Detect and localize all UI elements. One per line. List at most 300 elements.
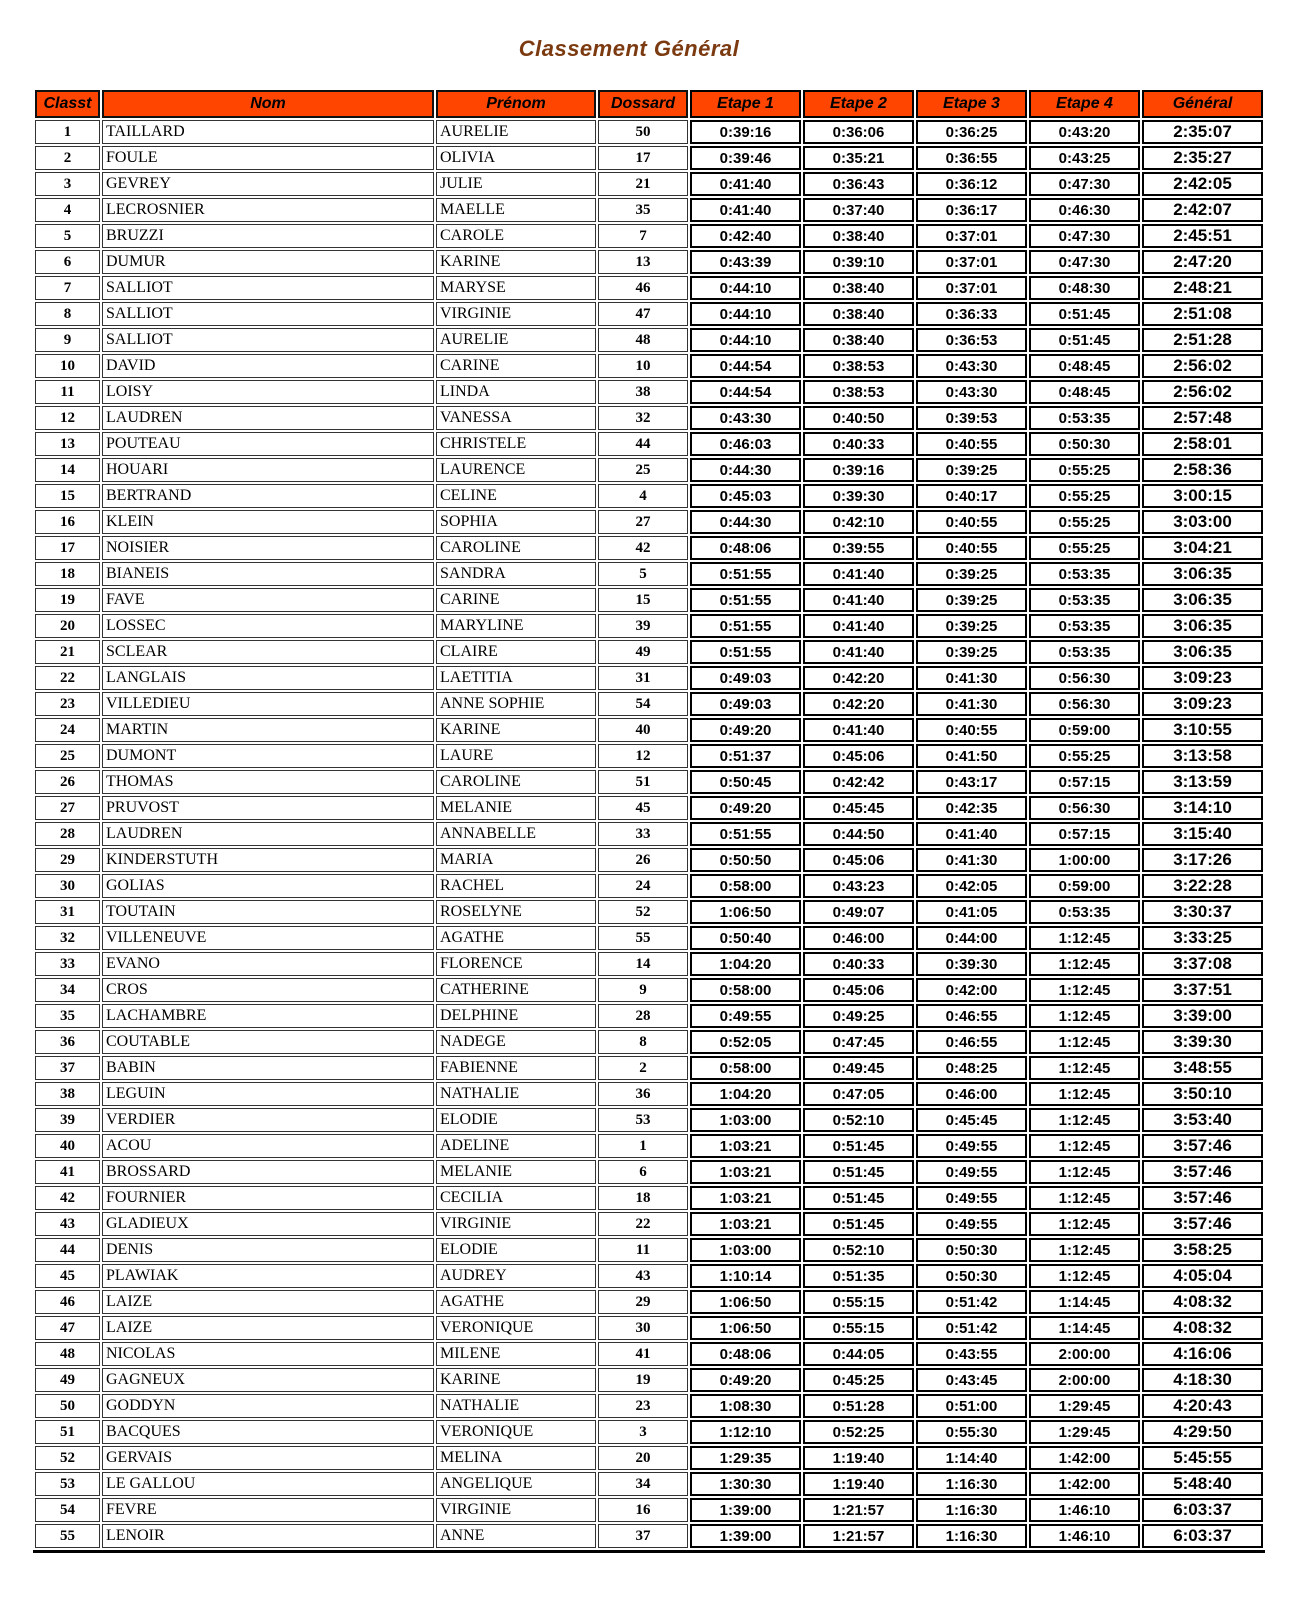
cell-etape1: 0:51:55 bbox=[690, 588, 801, 612]
cell-nom: VILLENEUVE bbox=[102, 926, 434, 950]
cell-classt: 28 bbox=[35, 822, 100, 846]
cell-dossard: 53 bbox=[598, 1108, 688, 1132]
cell-nom: GODDYN bbox=[102, 1394, 434, 1418]
cell-etape1: 0:43:39 bbox=[690, 250, 801, 274]
cell-nom: COUTABLE bbox=[102, 1030, 434, 1054]
cell-prenom: CLAIRE bbox=[436, 640, 596, 664]
table-row bbox=[35, 172, 1263, 196]
cell-etape1: 0:45:03 bbox=[690, 484, 801, 508]
table-row bbox=[35, 198, 1263, 222]
cell-etape2: 0:51:45 bbox=[803, 1134, 914, 1158]
cell-etape1: 0:44:10 bbox=[690, 328, 801, 352]
cell-general: 3:13:59 bbox=[1142, 770, 1263, 794]
cell-nom: SALLIOT bbox=[102, 328, 434, 352]
cell-etape1: 0:58:00 bbox=[690, 978, 801, 1002]
cell-classt: 52 bbox=[35, 1446, 100, 1470]
cell-classt: 45 bbox=[35, 1264, 100, 1288]
table-row bbox=[35, 1446, 1263, 1470]
cell-dossard: 10 bbox=[598, 354, 688, 378]
cell-general: 2:51:08 bbox=[1142, 302, 1263, 326]
cell-etape3: 0:37:01 bbox=[916, 250, 1027, 274]
cell-etape2: 0:55:15 bbox=[803, 1290, 914, 1314]
cell-general: 3:06:35 bbox=[1142, 588, 1263, 612]
cell-general: 2:45:51 bbox=[1142, 224, 1263, 248]
cell-etape2: 0:44:05 bbox=[803, 1342, 914, 1366]
cell-prenom: FLORENCE bbox=[436, 952, 596, 976]
cell-general: 3:50:10 bbox=[1142, 1082, 1263, 1106]
cell-dossard: 8 bbox=[598, 1030, 688, 1054]
table-row bbox=[35, 1108, 1263, 1132]
cell-prenom: OLIVIA bbox=[436, 146, 596, 170]
cell-nom: EVANO bbox=[102, 952, 434, 976]
cell-dossard: 32 bbox=[598, 406, 688, 430]
cell-classt: 48 bbox=[35, 1342, 100, 1366]
cell-etape3: 0:39:25 bbox=[916, 588, 1027, 612]
cell-etape4: 0:55:25 bbox=[1029, 458, 1140, 482]
cell-etape4: 1:00:00 bbox=[1029, 848, 1140, 872]
cell-etape4: 1:12:45 bbox=[1029, 1160, 1140, 1184]
cell-prenom: AURELIE bbox=[436, 328, 596, 352]
cell-prenom: LINDA bbox=[436, 380, 596, 404]
table-row bbox=[35, 640, 1263, 664]
cell-prenom: ADELINE bbox=[436, 1134, 596, 1158]
cell-prenom: VERONIQUE bbox=[436, 1316, 596, 1340]
cell-nom: LANGLAIS bbox=[102, 666, 434, 690]
cell-nom: POUTEAU bbox=[102, 432, 434, 456]
cell-dossard: 22 bbox=[598, 1212, 688, 1236]
cell-prenom: LAURENCE bbox=[436, 458, 596, 482]
cell-classt: 51 bbox=[35, 1420, 100, 1444]
cell-etape4: 0:51:45 bbox=[1029, 302, 1140, 326]
cell-nom: DAVID bbox=[102, 354, 434, 378]
cell-nom: BABIN bbox=[102, 1056, 434, 1080]
cell-etape2: 0:51:28 bbox=[803, 1394, 914, 1418]
cell-general: 4:29:50 bbox=[1142, 1420, 1263, 1444]
cell-etape3: 0:40:17 bbox=[916, 484, 1027, 508]
cell-nom: HOUARI bbox=[102, 458, 434, 482]
cell-etape4: 1:12:45 bbox=[1029, 1264, 1140, 1288]
cell-etape4: 0:51:45 bbox=[1029, 328, 1140, 352]
cell-classt: 27 bbox=[35, 796, 100, 820]
table-body bbox=[35, 120, 1263, 1548]
cell-nom: BROSSARD bbox=[102, 1160, 434, 1184]
cell-etape1: 1:03:21 bbox=[690, 1212, 801, 1236]
cell-etape2: 0:38:40 bbox=[803, 328, 914, 352]
cell-nom: ACOU bbox=[102, 1134, 434, 1158]
cell-general: 2:56:02 bbox=[1142, 354, 1263, 378]
cell-etape1: 0:49:55 bbox=[690, 1004, 801, 1028]
cell-etape1: 0:51:55 bbox=[690, 822, 801, 846]
cell-etape1: 0:42:40 bbox=[690, 224, 801, 248]
cell-general: 3:33:25 bbox=[1142, 926, 1263, 950]
cell-etape1: 0:39:46 bbox=[690, 146, 801, 170]
cell-etape1: 1:04:20 bbox=[690, 1082, 801, 1106]
cell-etape3: 0:40:55 bbox=[916, 510, 1027, 534]
cell-etape2: 0:41:40 bbox=[803, 562, 914, 586]
table-row bbox=[35, 744, 1263, 768]
cell-etape4: 1:14:45 bbox=[1029, 1290, 1140, 1314]
cell-general: 3:10:55 bbox=[1142, 718, 1263, 742]
cell-classt: 3 bbox=[35, 172, 100, 196]
cell-nom: VERDIER bbox=[102, 1108, 434, 1132]
cell-etape3: 0:50:30 bbox=[916, 1264, 1027, 1288]
cell-etape3: 0:36:25 bbox=[916, 120, 1027, 144]
cell-etape2: 0:39:55 bbox=[803, 536, 914, 560]
cell-general: 3:58:25 bbox=[1142, 1238, 1263, 1262]
cell-general: 4:08:32 bbox=[1142, 1316, 1263, 1340]
cell-classt: 54 bbox=[35, 1498, 100, 1522]
cell-general: 4:05:04 bbox=[1142, 1264, 1263, 1288]
cell-dossard: 39 bbox=[598, 614, 688, 638]
cell-etape3: 0:41:50 bbox=[916, 744, 1027, 768]
cell-general: 4:20:43 bbox=[1142, 1394, 1263, 1418]
cell-prenom: RACHEL bbox=[436, 874, 596, 898]
cell-etape4: 0:47:30 bbox=[1029, 172, 1140, 196]
cell-etape1: 0:44:10 bbox=[690, 276, 801, 300]
cell-classt: 31 bbox=[35, 900, 100, 924]
cell-dossard: 17 bbox=[598, 146, 688, 170]
cell-dossard: 6 bbox=[598, 1160, 688, 1184]
cell-etape3: 0:51:42 bbox=[916, 1290, 1027, 1314]
cell-etape1: 0:52:05 bbox=[690, 1030, 801, 1054]
cell-nom: FOULE bbox=[102, 146, 434, 170]
cell-etape1: 0:51:55 bbox=[690, 640, 801, 664]
table-row bbox=[35, 1394, 1263, 1418]
cell-dossard: 38 bbox=[598, 380, 688, 404]
cell-classt: 50 bbox=[35, 1394, 100, 1418]
cell-classt: 25 bbox=[35, 744, 100, 768]
cell-classt: 19 bbox=[35, 588, 100, 612]
cell-nom: GLADIEUX bbox=[102, 1212, 434, 1236]
cell-dossard: 51 bbox=[598, 770, 688, 794]
column-header-etape3: Etape 3 bbox=[916, 90, 1027, 118]
cell-general: 3:57:46 bbox=[1142, 1134, 1263, 1158]
cell-etape3: 0:41:30 bbox=[916, 848, 1027, 872]
cell-etape4: 0:50:30 bbox=[1029, 432, 1140, 456]
cell-etape3: 0:40:55 bbox=[916, 432, 1027, 456]
cell-nom: KINDERSTUTH bbox=[102, 848, 434, 872]
cell-etape1: 1:08:30 bbox=[690, 1394, 801, 1418]
table-row bbox=[35, 822, 1263, 846]
cell-etape1: 0:44:54 bbox=[690, 380, 801, 404]
cell-nom: LECROSNIER bbox=[102, 198, 434, 222]
cell-dossard: 23 bbox=[598, 1394, 688, 1418]
cell-etape2: 0:52:25 bbox=[803, 1420, 914, 1444]
cell-prenom: MAELLE bbox=[436, 198, 596, 222]
cell-prenom: SANDRA bbox=[436, 562, 596, 586]
cell-nom: TAILLARD bbox=[102, 120, 434, 144]
cell-classt: 55 bbox=[35, 1524, 100, 1548]
cell-etape2: 0:51:35 bbox=[803, 1264, 914, 1288]
cell-general: 3:53:40 bbox=[1142, 1108, 1263, 1132]
cell-general: 2:56:02 bbox=[1142, 380, 1263, 404]
cell-classt: 30 bbox=[35, 874, 100, 898]
cell-etape3: 0:40:55 bbox=[916, 536, 1027, 560]
column-header-etape4: Etape 4 bbox=[1029, 90, 1140, 118]
cell-nom: LAUDREN bbox=[102, 406, 434, 430]
cell-classt: 12 bbox=[35, 406, 100, 430]
cell-classt: 10 bbox=[35, 354, 100, 378]
table-row bbox=[35, 1030, 1263, 1054]
cell-classt: 41 bbox=[35, 1160, 100, 1184]
cell-etape2: 0:49:25 bbox=[803, 1004, 914, 1028]
cell-general: 3:57:46 bbox=[1142, 1186, 1263, 1210]
cell-etape1: 0:41:40 bbox=[690, 172, 801, 196]
cell-etape2: 0:42:10 bbox=[803, 510, 914, 534]
cell-classt: 26 bbox=[35, 770, 100, 794]
table-row bbox=[35, 484, 1263, 508]
cell-etape4: 0:53:35 bbox=[1029, 614, 1140, 638]
cell-etape3: 1:16:30 bbox=[916, 1472, 1027, 1496]
cell-etape2: 0:45:06 bbox=[803, 744, 914, 768]
cell-etape4: 0:53:35 bbox=[1029, 406, 1140, 430]
cell-etape3: 0:37:01 bbox=[916, 276, 1027, 300]
cell-general: 2:47:20 bbox=[1142, 250, 1263, 274]
cell-etape3: 0:36:17 bbox=[916, 198, 1027, 222]
table-row bbox=[35, 1004, 1263, 1028]
cell-nom: NOISIER bbox=[102, 536, 434, 560]
cell-nom: PRUVOST bbox=[102, 796, 434, 820]
cell-dossard: 21 bbox=[598, 172, 688, 196]
cell-dossard: 48 bbox=[598, 328, 688, 352]
cell-dossard: 31 bbox=[598, 666, 688, 690]
cell-etape2: 0:40:33 bbox=[803, 952, 914, 976]
cell-etape3: 0:40:55 bbox=[916, 718, 1027, 742]
cell-etape3: 1:16:30 bbox=[916, 1524, 1027, 1548]
cell-general: 3:13:58 bbox=[1142, 744, 1263, 768]
cell-etape1: 1:04:20 bbox=[690, 952, 801, 976]
cell-general: 6:03:37 bbox=[1142, 1524, 1263, 1548]
cell-etape2: 0:41:40 bbox=[803, 640, 914, 664]
cell-dossard: 37 bbox=[598, 1524, 688, 1548]
cell-etape3: 0:46:55 bbox=[916, 1004, 1027, 1028]
cell-etape2: 0:37:40 bbox=[803, 198, 914, 222]
cell-classt: 32 bbox=[35, 926, 100, 950]
cell-dossard: 34 bbox=[598, 1472, 688, 1496]
cell-etape4: 1:12:45 bbox=[1029, 1186, 1140, 1210]
cell-prenom: VIRGINIE bbox=[436, 302, 596, 326]
cell-etape2: 0:39:30 bbox=[803, 484, 914, 508]
cell-etape3: 0:43:30 bbox=[916, 380, 1027, 404]
cell-etape2: 1:21:57 bbox=[803, 1498, 914, 1522]
cell-dossard: 41 bbox=[598, 1342, 688, 1366]
cell-etape4: 1:12:45 bbox=[1029, 926, 1140, 950]
cell-etape4: 1:12:45 bbox=[1029, 978, 1140, 1002]
cell-etape3: 0:36:33 bbox=[916, 302, 1027, 326]
cell-classt: 34 bbox=[35, 978, 100, 1002]
cell-nom: FOURNIER bbox=[102, 1186, 434, 1210]
table-row bbox=[35, 146, 1263, 170]
cell-prenom: NADEGE bbox=[436, 1030, 596, 1054]
cell-etape1: 1:06:50 bbox=[690, 1316, 801, 1340]
cell-prenom: NATHALIE bbox=[436, 1394, 596, 1418]
cell-nom: BIANEIS bbox=[102, 562, 434, 586]
cell-general: 3:09:23 bbox=[1142, 692, 1263, 716]
cell-prenom: CARINE bbox=[436, 588, 596, 612]
cell-classt: 20 bbox=[35, 614, 100, 638]
cell-classt: 35 bbox=[35, 1004, 100, 1028]
cell-etape3: 0:36:53 bbox=[916, 328, 1027, 352]
cell-etape3: 0:55:30 bbox=[916, 1420, 1027, 1444]
cell-classt: 5 bbox=[35, 224, 100, 248]
table-row bbox=[35, 874, 1263, 898]
cell-etape4: 1:12:45 bbox=[1029, 1108, 1140, 1132]
cell-classt: 14 bbox=[35, 458, 100, 482]
cell-prenom: DELPHINE bbox=[436, 1004, 596, 1028]
cell-nom: VILLEDIEU bbox=[102, 692, 434, 716]
cell-etape2: 0:49:45 bbox=[803, 1056, 914, 1080]
cell-dossard: 50 bbox=[598, 120, 688, 144]
cell-dossard: 15 bbox=[598, 588, 688, 612]
cell-prenom: CHRISTELE bbox=[436, 432, 596, 456]
table-row bbox=[35, 1472, 1263, 1496]
cell-etape4: 0:57:15 bbox=[1029, 822, 1140, 846]
cell-classt: 1 bbox=[35, 120, 100, 144]
cell-etape1: 0:49:20 bbox=[690, 718, 801, 742]
cell-prenom: VIRGINIE bbox=[436, 1498, 596, 1522]
table-row bbox=[35, 276, 1263, 300]
cell-etape1: 0:51:37 bbox=[690, 744, 801, 768]
cell-etape3: 0:39:25 bbox=[916, 562, 1027, 586]
cell-dossard: 18 bbox=[598, 1186, 688, 1210]
cell-etape1: 1:03:21 bbox=[690, 1186, 801, 1210]
cell-etape4: 1:12:45 bbox=[1029, 1134, 1140, 1158]
cell-nom: SALLIOT bbox=[102, 302, 434, 326]
table-row bbox=[35, 510, 1263, 534]
cell-prenom: MARYLINE bbox=[436, 614, 596, 638]
table-row bbox=[35, 770, 1263, 794]
cell-dossard: 20 bbox=[598, 1446, 688, 1470]
cell-classt: 47 bbox=[35, 1316, 100, 1340]
cell-etape2: 0:45:06 bbox=[803, 978, 914, 1002]
header-row bbox=[35, 90, 1263, 118]
cell-general: 3:15:40 bbox=[1142, 822, 1263, 846]
cell-etape2: 1:19:40 bbox=[803, 1472, 914, 1496]
cell-etape3: 0:36:12 bbox=[916, 172, 1027, 196]
cell-etape2: 0:44:50 bbox=[803, 822, 914, 846]
cell-general: 2:35:07 bbox=[1142, 120, 1263, 144]
column-header-etape2: Etape 2 bbox=[803, 90, 914, 118]
cell-general: 2:57:48 bbox=[1142, 406, 1263, 430]
cell-etape2: 0:41:40 bbox=[803, 614, 914, 638]
cell-etape1: 1:06:50 bbox=[690, 1290, 801, 1314]
cell-dossard: 49 bbox=[598, 640, 688, 664]
cell-etape4: 0:47:30 bbox=[1029, 224, 1140, 248]
cell-nom: GOLIAS bbox=[102, 874, 434, 898]
cell-etape1: 0:50:45 bbox=[690, 770, 801, 794]
cell-general: 3:06:35 bbox=[1142, 614, 1263, 638]
cell-etape4: 1:12:45 bbox=[1029, 1212, 1140, 1236]
table-row bbox=[35, 1056, 1263, 1080]
cell-prenom: CAROLINE bbox=[436, 536, 596, 560]
cell-etape3: 0:50:30 bbox=[916, 1238, 1027, 1262]
cell-nom: GAGNEUX bbox=[102, 1368, 434, 1392]
cell-etape4: 1:46:10 bbox=[1029, 1498, 1140, 1522]
cell-etape4: 0:56:30 bbox=[1029, 796, 1140, 820]
cell-nom: TOUTAIN bbox=[102, 900, 434, 924]
cell-etape4: 0:53:35 bbox=[1029, 900, 1140, 924]
cell-etape1: 0:50:50 bbox=[690, 848, 801, 872]
table-row bbox=[35, 224, 1263, 248]
cell-nom: THOMAS bbox=[102, 770, 434, 794]
cell-dossard: 44 bbox=[598, 432, 688, 456]
cell-classt: 24 bbox=[35, 718, 100, 742]
cell-dossard: 4 bbox=[598, 484, 688, 508]
cell-etape4: 1:14:45 bbox=[1029, 1316, 1140, 1340]
cell-general: 5:48:40 bbox=[1142, 1472, 1263, 1496]
cell-prenom: KARINE bbox=[436, 250, 596, 274]
cell-etape4: 0:43:20 bbox=[1029, 120, 1140, 144]
cell-prenom: CELINE bbox=[436, 484, 596, 508]
cell-etape2: 0:41:40 bbox=[803, 718, 914, 742]
cell-classt: 29 bbox=[35, 848, 100, 872]
cell-dossard: 9 bbox=[598, 978, 688, 1002]
cell-dossard: 19 bbox=[598, 1368, 688, 1392]
cell-classt: 46 bbox=[35, 1290, 100, 1314]
table-row bbox=[35, 1420, 1263, 1444]
cell-etape1: 1:03:21 bbox=[690, 1160, 801, 1184]
cell-etape3: 1:14:40 bbox=[916, 1446, 1027, 1470]
table-row bbox=[35, 614, 1263, 638]
cell-classt: 38 bbox=[35, 1082, 100, 1106]
cell-etape1: 1:03:21 bbox=[690, 1134, 801, 1158]
cell-classt: 43 bbox=[35, 1212, 100, 1236]
cell-general: 2:58:01 bbox=[1142, 432, 1263, 456]
cell-general: 3:14:10 bbox=[1142, 796, 1263, 820]
cell-prenom: ANNE SOPHIE bbox=[436, 692, 596, 716]
cell-prenom: ANGELIQUE bbox=[436, 1472, 596, 1496]
cell-nom: LAUDREN bbox=[102, 822, 434, 846]
cell-etape4: 0:57:15 bbox=[1029, 770, 1140, 794]
cell-classt: 8 bbox=[35, 302, 100, 326]
cell-dossard: 26 bbox=[598, 848, 688, 872]
cell-prenom: MARIA bbox=[436, 848, 596, 872]
cell-prenom: ROSELYNE bbox=[436, 900, 596, 924]
cell-dossard: 35 bbox=[598, 198, 688, 222]
cell-etape4: 0:56:30 bbox=[1029, 692, 1140, 716]
cell-etape2: 0:38:53 bbox=[803, 380, 914, 404]
cell-classt: 22 bbox=[35, 666, 100, 690]
cell-prenom: ANNE bbox=[436, 1524, 596, 1548]
cell-dossard: 45 bbox=[598, 796, 688, 820]
table-row bbox=[35, 1264, 1263, 1288]
cell-dossard: 16 bbox=[598, 1498, 688, 1522]
cell-dossard: 52 bbox=[598, 900, 688, 924]
table-row bbox=[35, 1186, 1263, 1210]
cell-dossard: 24 bbox=[598, 874, 688, 898]
cell-etape4: 0:47:30 bbox=[1029, 250, 1140, 274]
cell-etape4: 1:12:45 bbox=[1029, 952, 1140, 976]
cell-etape1: 1:06:50 bbox=[690, 900, 801, 924]
table-row bbox=[35, 952, 1263, 976]
cell-etape4: 1:12:45 bbox=[1029, 1004, 1140, 1028]
cell-general: 3:06:35 bbox=[1142, 640, 1263, 664]
cell-nom: LE GALLOU bbox=[102, 1472, 434, 1496]
cell-prenom: JULIE bbox=[436, 172, 596, 196]
classement-table bbox=[33, 88, 1265, 1553]
cell-etape4: 0:53:35 bbox=[1029, 588, 1140, 612]
cell-etape4: 1:29:45 bbox=[1029, 1394, 1140, 1418]
cell-classt: 2 bbox=[35, 146, 100, 170]
cell-etape2: 0:51:45 bbox=[803, 1186, 914, 1210]
cell-etape3: 1:16:30 bbox=[916, 1498, 1027, 1522]
cell-nom: LOISY bbox=[102, 380, 434, 404]
cell-nom: LOSSEC bbox=[102, 614, 434, 638]
cell-etape3: 0:39:25 bbox=[916, 614, 1027, 638]
cell-classt: 7 bbox=[35, 276, 100, 300]
cell-prenom: ELODIE bbox=[436, 1238, 596, 1262]
cell-etape4: 0:56:30 bbox=[1029, 666, 1140, 690]
